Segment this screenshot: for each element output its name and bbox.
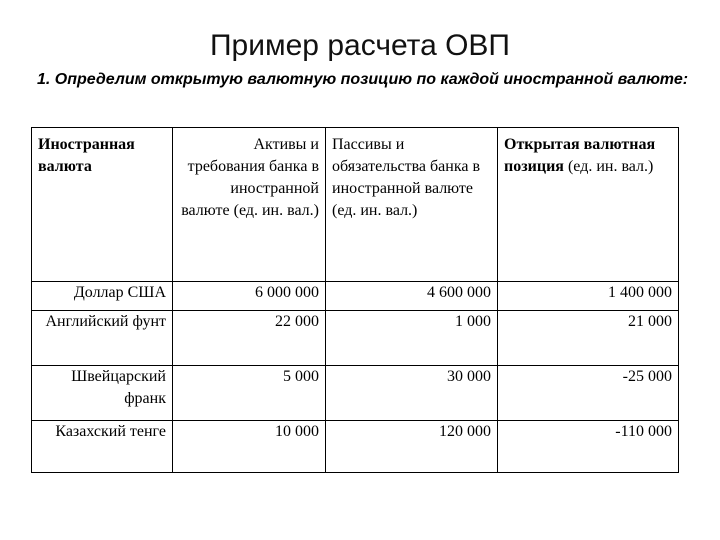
cell-currency: Швейцарский франк [32, 366, 173, 421]
cell-liabilities: 30 000 [326, 366, 498, 421]
cell-assets: 22 000 [173, 311, 326, 366]
open-currency-position-table [31, 127, 679, 473]
table-row [32, 366, 679, 421]
cell-liabilities: 4 600 000 [326, 282, 498, 311]
table-row [32, 282, 679, 311]
cell-assets: 6 000 000 [173, 282, 326, 311]
cell-open-position: -25 000 [498, 366, 679, 421]
cell-open-position: -110 000 [498, 421, 679, 473]
cell-open-position: 21 000 [498, 311, 679, 366]
cell-currency: Доллар США [32, 282, 173, 311]
cell-assets: 10 000 [173, 421, 326, 473]
header-liabilities: Пассивы и обязательства банка в иностранной валюте (ед. ин. вал.) [326, 128, 498, 282]
slide-subtitle: 1. Определим открытую валютную позицию по каждой иностранной валюте: [37, 71, 689, 88]
cell-currency: Казахский тенге [32, 421, 173, 473]
header-currency: Иностранная валюта [32, 128, 173, 282]
table-header-row [32, 128, 679, 282]
table-row [32, 421, 679, 473]
header-open-position-unit: (ед. ин. вал.) [567, 158, 654, 175]
cell-currency: Английский фунт [32, 311, 173, 366]
header-open-position [498, 128, 679, 282]
cell-liabilities: 1 000 [326, 311, 498, 366]
table-row [32, 311, 679, 366]
cell-open-position: 1 400 000 [498, 282, 679, 311]
slide-title: Пример расчета ОВП [209, 29, 510, 62]
cell-assets: 5 000 [173, 366, 326, 421]
header-open-position-bold: Открытая валютная позиция [504, 136, 656, 175]
cell-liabilities: 120 000 [326, 421, 498, 473]
header-assets: Активы и требования банка в иностранной валюте (ед. ин. вал.) [173, 128, 326, 282]
